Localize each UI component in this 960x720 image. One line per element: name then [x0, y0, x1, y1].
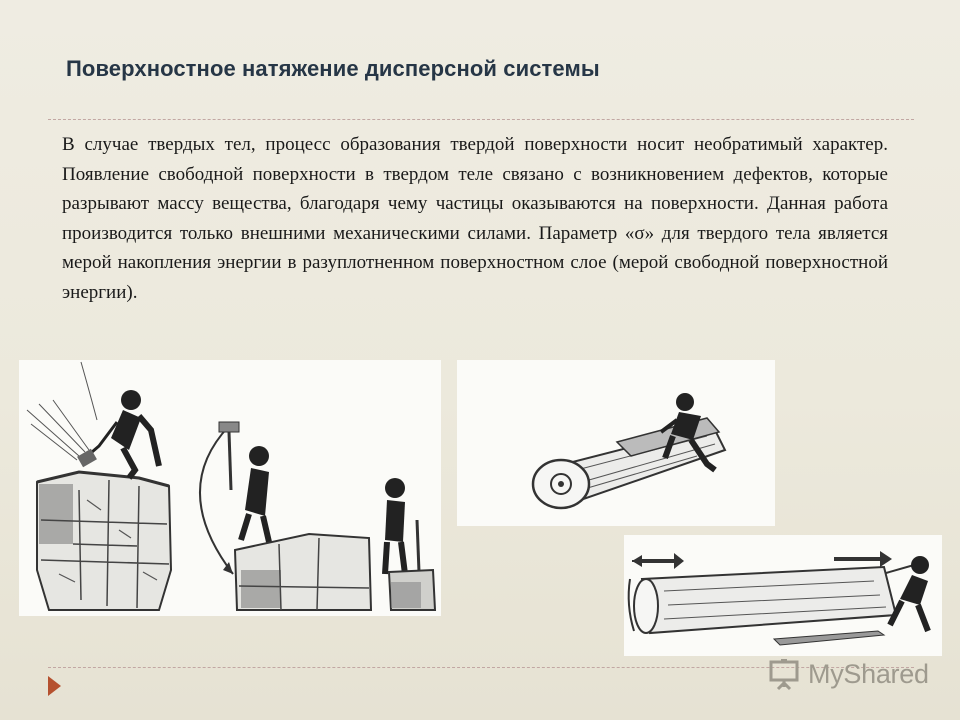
nav-arrow-icon[interactable]: [48, 676, 61, 696]
logo-text: MyShared: [808, 658, 929, 689]
myshared-logo: [768, 654, 929, 694]
illustration-log-pulling: [624, 535, 942, 656]
presentation-board-icon: [768, 657, 802, 691]
illustration-stone-breaking: [19, 360, 441, 616]
slide-title: Поверхностное натяжение дисперсной системы: [66, 56, 600, 81]
top-divider: [48, 119, 914, 120]
body-paragraph: В случае твердых тел, процесс образования твердой поверхности носит необратимый характер. Появление свободной поверхности в твердом теле связано с возникновением дефектов, которые разрывают массу вещества, благодаря чему частицы оказываются на поверхности. Данная работа производится только внешними механическими силами. Параметр «σ» для твердого тела является мерой накопления энергии в разуплотненном поверхностном слое (мерой свободной поверхностной энергии).: [62, 134, 888, 303]
illustration-log-splitting: [457, 360, 775, 526]
